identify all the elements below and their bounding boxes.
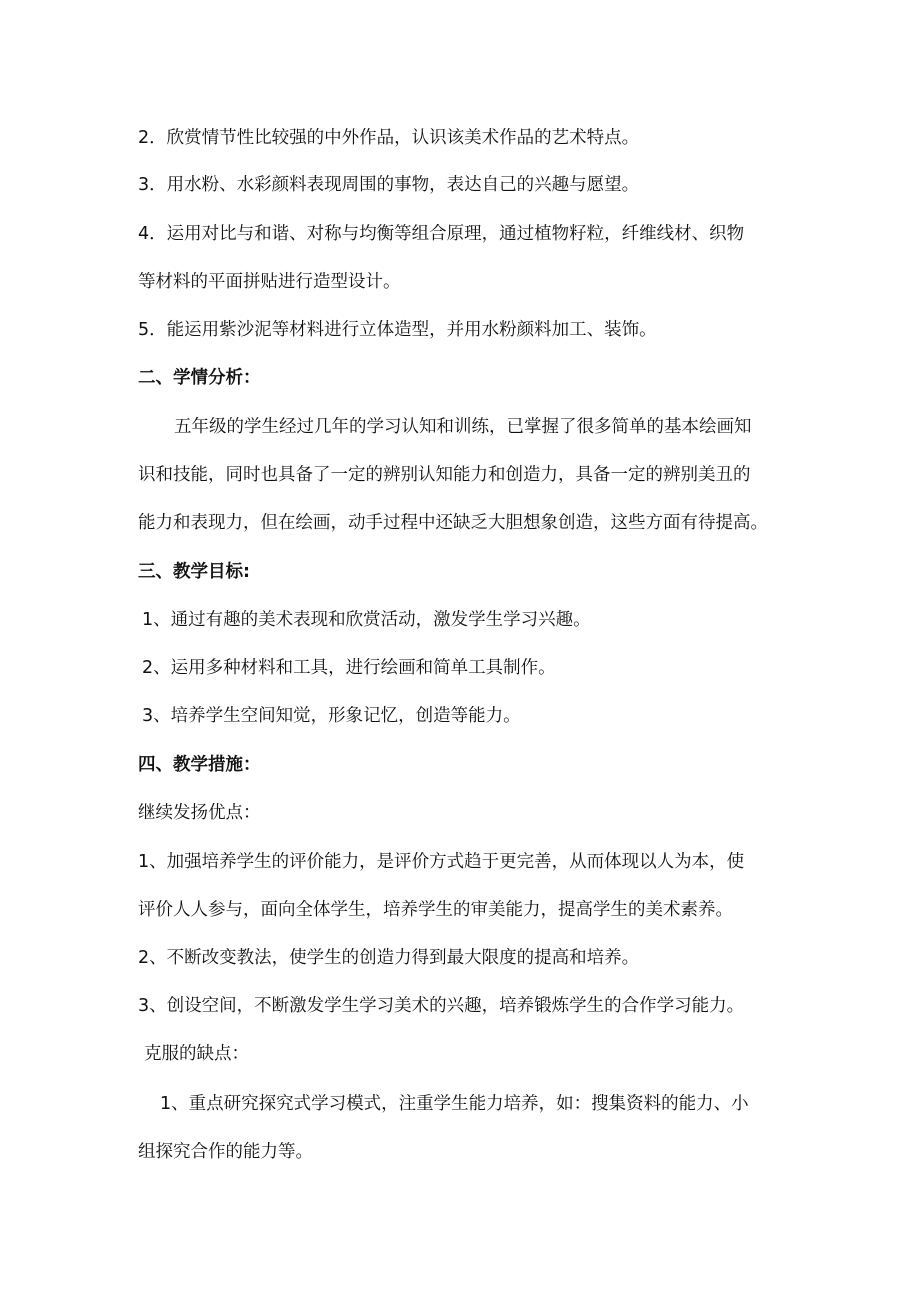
list-item: 2、不断改变教法，使学生的创造力得到最大限度的提高和培养。 [138, 948, 640, 968]
paragraph-line: 3．用水粉、水彩颜料表现周围的事物，表达自己的兴趣与愿望。 [138, 175, 640, 195]
section-heading: 二、学情分析： [138, 368, 261, 388]
paragraph-line: 等材料的平面拼贴进行造型设计。 [138, 272, 401, 292]
paragraph-line: 4．运用对比与和谐、对称与均衡等组合原理，通过植物籽粒，纤维线材、织物 [138, 224, 745, 244]
list-item: 3、创设空间，不断激发学生学习美术的兴趣，培养锻炼学生的合作学习能力。 [138, 996, 745, 1016]
paragraph-line: 评价人人参与，面向全体学生，培养学生的审美能力，提高学生的美术素养。 [138, 900, 733, 920]
section-heading: 四、教学措施： [138, 755, 261, 775]
list-item: 3、培养学生空间知觉，形象记忆，创造等能力。 [142, 706, 521, 726]
paragraph-line: 组探究合作的能力等。 [138, 1142, 313, 1162]
list-item: 1、通过有趣的美术表现和欣赏活动，激发学生学习兴趣。 [142, 610, 591, 630]
paragraph-line: 能力和表现力，但在绘画，动手过程中还缺乏大胆想象创造，这些方面有待提高。 [138, 513, 768, 533]
list-item: 1、重点研究探究式学习模式，注重学生能力培养，如：搜集资料的能力、小 [160, 1094, 749, 1114]
paragraph-line: 继续发扬优点： [138, 803, 261, 823]
list-item: 1、加强培养学生的评价能力，是评价方式趋于更完善，从而体现以人为本，使 [138, 852, 745, 872]
paragraph-line: 克服的缺点： [144, 1044, 249, 1064]
list-item: 2、运用多种材料和工具，进行绘画和简单工具制作。 [142, 658, 556, 678]
section-heading: 三、教学目标: [138, 562, 250, 582]
paragraph-line: 5．能运用紫沙泥等材料进行立体造型，并用水粉颜料加工、装饰。 [138, 320, 657, 340]
paragraph-line: 2．欣赏情节性比较强的中外作品，认识该美术作品的艺术特点。 [138, 128, 640, 148]
paragraph-line: 五年级的学生经过几年的学习认知和训练，已掌握了很多简单的基本绘画知 [174, 417, 752, 437]
paragraph-line: 识和技能，同时也具备了一定的辨别认知能力和创造力，具备一定的辨别美丑的 [138, 465, 751, 485]
